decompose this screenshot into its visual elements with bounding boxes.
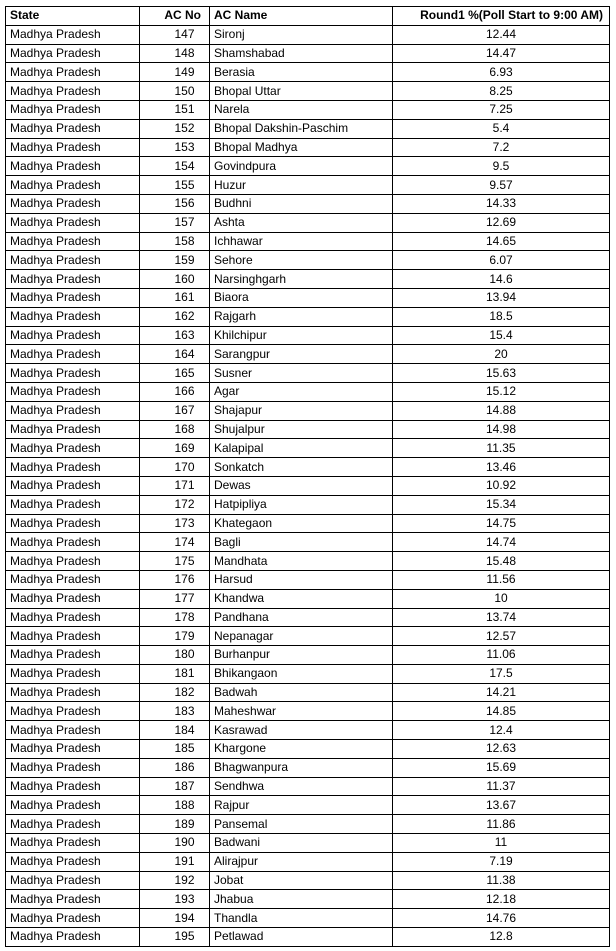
cell-ac-no: 147	[140, 25, 210, 44]
cell-state: Madhya Pradesh	[6, 683, 140, 702]
cell-ac-no: 162	[140, 307, 210, 326]
cell-state: Madhya Pradesh	[6, 401, 140, 420]
cell-ac-name: Ashta	[210, 213, 393, 232]
cell-ac-no: 187	[140, 777, 210, 796]
cell-state: Madhya Pradesh	[6, 664, 140, 683]
cell-ac-no: 168	[140, 420, 210, 439]
cell-ac-no: 150	[140, 82, 210, 101]
cell-ac-no: 184	[140, 721, 210, 740]
table-row	[6, 533, 610, 552]
cell-ac-no: 154	[140, 157, 210, 176]
cell-ac-name: Huzur	[210, 176, 393, 195]
cell-round1: 10	[393, 589, 610, 608]
cell-ac-no: 167	[140, 401, 210, 420]
cell-ac-name: Bhikangaon	[210, 664, 393, 683]
table-row	[6, 514, 610, 533]
cell-state: Madhya Pradesh	[6, 570, 140, 589]
table-row	[6, 326, 610, 345]
cell-state: Madhya Pradesh	[6, 25, 140, 44]
cell-ac-name: Bagli	[210, 533, 393, 552]
cell-state: Madhya Pradesh	[6, 44, 140, 63]
table-row	[6, 570, 610, 589]
table-row	[6, 702, 610, 721]
cell-ac-name: Khategaon	[210, 514, 393, 533]
polling-table	[5, 6, 610, 947]
cell-state: Madhya Pradesh	[6, 157, 140, 176]
table-row	[6, 232, 610, 251]
table-row	[6, 608, 610, 627]
cell-round1: 13.46	[393, 458, 610, 477]
table-row	[6, 307, 610, 326]
cell-ac-no: 172	[140, 495, 210, 514]
cell-state: Madhya Pradesh	[6, 364, 140, 383]
cell-state: Madhya Pradesh	[6, 909, 140, 928]
cell-ac-name: Burhanpur	[210, 646, 393, 665]
cell-ac-name: Jhabua	[210, 890, 393, 909]
cell-ac-name: Mandhata	[210, 552, 393, 571]
cell-state: Madhya Pradesh	[6, 288, 140, 307]
cell-state: Madhya Pradesh	[6, 82, 140, 101]
cell-round1: 18.5	[393, 307, 610, 326]
cell-state: Madhya Pradesh	[6, 740, 140, 759]
cell-ac-no: 189	[140, 815, 210, 834]
cell-ac-name: Pandhana	[210, 608, 393, 627]
cell-round1: 7.2	[393, 138, 610, 157]
cell-ac-no: 179	[140, 627, 210, 646]
table-row	[6, 364, 610, 383]
cell-round1: 14.33	[393, 194, 610, 213]
cell-ac-name: Ichhawar	[210, 232, 393, 251]
cell-round1: 11.37	[393, 777, 610, 796]
cell-round1: 14.65	[393, 232, 610, 251]
cell-round1: 15.4	[393, 326, 610, 345]
table-row	[6, 721, 610, 740]
table-row	[6, 758, 610, 777]
cell-round1: 14.76	[393, 909, 610, 928]
cell-ac-no: 152	[140, 119, 210, 138]
table-row	[6, 627, 610, 646]
cell-ac-name: Narela	[210, 100, 393, 119]
cell-ac-no: 185	[140, 740, 210, 759]
cell-state: Madhya Pradesh	[6, 382, 140, 401]
table-row	[6, 213, 610, 232]
table-row	[6, 871, 610, 890]
cell-ac-name: Shujalpur	[210, 420, 393, 439]
table-row	[6, 909, 610, 928]
table-row	[6, 82, 610, 101]
cell-state: Madhya Pradesh	[6, 928, 140, 947]
cell-round1: 14.47	[393, 44, 610, 63]
cell-round1: 12.44	[393, 25, 610, 44]
table-row	[6, 420, 610, 439]
cell-state: Madhya Pradesh	[6, 533, 140, 552]
cell-ac-no: 174	[140, 533, 210, 552]
cell-ac-no: 148	[140, 44, 210, 63]
cell-round1: 7.19	[393, 852, 610, 871]
cell-ac-name: Sarangpur	[210, 345, 393, 364]
cell-round1: 14.74	[393, 533, 610, 552]
cell-ac-name: Sehore	[210, 251, 393, 270]
table-row	[6, 194, 610, 213]
table-row	[6, 796, 610, 815]
table-row	[6, 683, 610, 702]
cell-ac-name: Nepanagar	[210, 627, 393, 646]
cell-round1: 15.69	[393, 758, 610, 777]
cell-ac-no: 149	[140, 63, 210, 82]
cell-ac-no: 164	[140, 345, 210, 364]
table-row	[6, 44, 610, 63]
cell-ac-no: 177	[140, 589, 210, 608]
cell-state: Madhya Pradesh	[6, 646, 140, 665]
cell-round1: 11.86	[393, 815, 610, 834]
cell-ac-no: 160	[140, 270, 210, 289]
table-row	[6, 176, 610, 195]
table-row	[6, 138, 610, 157]
table-row	[6, 890, 610, 909]
cell-round1: 12.8	[393, 928, 610, 947]
cell-state: Madhya Pradesh	[6, 194, 140, 213]
cell-ac-name: Dewas	[210, 476, 393, 495]
table-row	[6, 119, 610, 138]
cell-ac-no: 165	[140, 364, 210, 383]
cell-ac-no: 166	[140, 382, 210, 401]
cell-ac-no: 182	[140, 683, 210, 702]
table-body	[6, 25, 610, 946]
cell-ac-name: Alirajpur	[210, 852, 393, 871]
table-row	[6, 439, 610, 458]
header-ac-no: AC No	[140, 7, 210, 26]
cell-round1: 12.18	[393, 890, 610, 909]
cell-ac-no: 156	[140, 194, 210, 213]
cell-ac-name: Hatpipliya	[210, 495, 393, 514]
cell-ac-name: Bhopal Madhya	[210, 138, 393, 157]
cell-state: Madhya Pradesh	[6, 777, 140, 796]
table-row	[6, 552, 610, 571]
cell-ac-no: 158	[140, 232, 210, 251]
cell-ac-no: 173	[140, 514, 210, 533]
cell-round1: 14.6	[393, 270, 610, 289]
table-row	[6, 345, 610, 364]
cell-round1: 15.63	[393, 364, 610, 383]
cell-ac-no: 170	[140, 458, 210, 477]
cell-state: Madhya Pradesh	[6, 307, 140, 326]
cell-ac-name: Maheshwar	[210, 702, 393, 721]
cell-ac-no: 163	[140, 326, 210, 345]
cell-ac-name: Biaora	[210, 288, 393, 307]
cell-state: Madhya Pradesh	[6, 758, 140, 777]
cell-state: Madhya Pradesh	[6, 326, 140, 345]
table-row	[6, 288, 610, 307]
cell-ac-no: 155	[140, 176, 210, 195]
cell-round1: 9.57	[393, 176, 610, 195]
cell-state: Madhya Pradesh	[6, 270, 140, 289]
cell-state: Madhya Pradesh	[6, 63, 140, 82]
cell-ac-no: 186	[140, 758, 210, 777]
cell-state: Madhya Pradesh	[6, 495, 140, 514]
table-row	[6, 740, 610, 759]
cell-ac-name: Kasrawad	[210, 721, 393, 740]
cell-round1: 14.88	[393, 401, 610, 420]
header-ac-name: AC Name	[210, 7, 393, 26]
cell-ac-name: Harsud	[210, 570, 393, 589]
cell-round1: 12.69	[393, 213, 610, 232]
table-row	[6, 25, 610, 44]
cell-state: Madhya Pradesh	[6, 232, 140, 251]
table-row	[6, 646, 610, 665]
cell-ac-name: Susner	[210, 364, 393, 383]
table-row	[6, 458, 610, 477]
cell-round1: 15.34	[393, 495, 610, 514]
cell-ac-no: 161	[140, 288, 210, 307]
cell-ac-name: Kalapipal	[210, 439, 393, 458]
cell-round1: 11.35	[393, 439, 610, 458]
cell-round1: 14.75	[393, 514, 610, 533]
table-row	[6, 664, 610, 683]
cell-state: Madhya Pradesh	[6, 119, 140, 138]
cell-round1: 9.5	[393, 157, 610, 176]
cell-ac-no: 176	[140, 570, 210, 589]
cell-state: Madhya Pradesh	[6, 514, 140, 533]
cell-ac-no: 193	[140, 890, 210, 909]
cell-ac-name: Budhni	[210, 194, 393, 213]
cell-ac-no: 171	[140, 476, 210, 495]
table-row	[6, 251, 610, 270]
table-row	[6, 815, 610, 834]
cell-state: Madhya Pradesh	[6, 852, 140, 871]
table-row	[6, 476, 610, 495]
cell-ac-no: 157	[140, 213, 210, 232]
table-row	[6, 63, 610, 82]
cell-state: Madhya Pradesh	[6, 552, 140, 571]
cell-round1: 13.74	[393, 608, 610, 627]
cell-ac-name: Khandwa	[210, 589, 393, 608]
cell-state: Madhya Pradesh	[6, 796, 140, 815]
cell-ac-name: Govindpura	[210, 157, 393, 176]
cell-state: Madhya Pradesh	[6, 251, 140, 270]
cell-ac-no: 190	[140, 834, 210, 853]
table-row	[6, 157, 610, 176]
cell-ac-name: Pansemal	[210, 815, 393, 834]
cell-ac-name: Shamshabad	[210, 44, 393, 63]
cell-ac-name: Bhopal Dakshin-Paschim	[210, 119, 393, 138]
cell-ac-name: Petlawad	[210, 928, 393, 947]
cell-state: Madhya Pradesh	[6, 213, 140, 232]
table-row	[6, 928, 610, 947]
cell-state: Madhya Pradesh	[6, 458, 140, 477]
cell-ac-no: 191	[140, 852, 210, 871]
cell-ac-no: 188	[140, 796, 210, 815]
cell-ac-name: Badwani	[210, 834, 393, 853]
cell-ac-name: Jobat	[210, 871, 393, 890]
cell-ac-name: Bhopal Uttar	[210, 82, 393, 101]
cell-round1: 13.94	[393, 288, 610, 307]
cell-state: Madhya Pradesh	[6, 721, 140, 740]
cell-state: Madhya Pradesh	[6, 589, 140, 608]
cell-round1: 6.93	[393, 63, 610, 82]
cell-ac-name: Rajgarh	[210, 307, 393, 326]
cell-ac-no: 180	[140, 646, 210, 665]
cell-ac-name: Khilchipur	[210, 326, 393, 345]
cell-ac-no: 181	[140, 664, 210, 683]
table-row	[6, 834, 610, 853]
cell-round1: 10.92	[393, 476, 610, 495]
header-round1: Round1 %(Poll Start to 9:00 AM)	[393, 7, 610, 26]
cell-state: Madhya Pradesh	[6, 176, 140, 195]
cell-ac-name: Rajpur	[210, 796, 393, 815]
cell-state: Madhya Pradesh	[6, 608, 140, 627]
cell-state: Madhya Pradesh	[6, 815, 140, 834]
cell-ac-no: 159	[140, 251, 210, 270]
cell-ac-no: 169	[140, 439, 210, 458]
cell-state: Madhya Pradesh	[6, 345, 140, 364]
cell-round1: 14.21	[393, 683, 610, 702]
cell-round1: 12.57	[393, 627, 610, 646]
cell-state: Madhya Pradesh	[6, 890, 140, 909]
cell-ac-no: 194	[140, 909, 210, 928]
cell-ac-no: 183	[140, 702, 210, 721]
table-row	[6, 777, 610, 796]
cell-round1: 5.4	[393, 119, 610, 138]
cell-ac-name: Berasia	[210, 63, 393, 82]
cell-round1: 11	[393, 834, 610, 853]
cell-ac-name: Sironj	[210, 25, 393, 44]
cell-ac-name: Shajapur	[210, 401, 393, 420]
cell-state: Madhya Pradesh	[6, 100, 140, 119]
table-row	[6, 382, 610, 401]
cell-ac-no: 175	[140, 552, 210, 571]
cell-round1: 20	[393, 345, 610, 364]
cell-round1: 15.12	[393, 382, 610, 401]
cell-ac-name: Khargone	[210, 740, 393, 759]
cell-round1: 12.4	[393, 721, 610, 740]
table-row	[6, 401, 610, 420]
cell-state: Madhya Pradesh	[6, 476, 140, 495]
cell-round1: 11.38	[393, 871, 610, 890]
cell-state: Madhya Pradesh	[6, 702, 140, 721]
cell-round1: 11.06	[393, 646, 610, 665]
cell-state: Madhya Pradesh	[6, 420, 140, 439]
cell-round1: 15.48	[393, 552, 610, 571]
table-row	[6, 589, 610, 608]
header-row	[6, 7, 610, 26]
cell-round1: 8.25	[393, 82, 610, 101]
cell-state: Madhya Pradesh	[6, 138, 140, 157]
cell-ac-name: Sonkatch	[210, 458, 393, 477]
cell-state: Madhya Pradesh	[6, 871, 140, 890]
cell-round1: 11.56	[393, 570, 610, 589]
cell-ac-name: Bhagwanpura	[210, 758, 393, 777]
cell-ac-name: Badwah	[210, 683, 393, 702]
header-state: State	[6, 7, 140, 26]
table-row	[6, 100, 610, 119]
cell-ac-name: Sendhwa	[210, 777, 393, 796]
cell-round1: 6.07	[393, 251, 610, 270]
table-header	[6, 7, 610, 26]
cell-round1: 12.63	[393, 740, 610, 759]
cell-ac-no: 178	[140, 608, 210, 627]
cell-round1: 14.98	[393, 420, 610, 439]
cell-round1: 7.25	[393, 100, 610, 119]
cell-ac-name: Narsinghgarh	[210, 270, 393, 289]
cell-round1: 17.5	[393, 664, 610, 683]
cell-state: Madhya Pradesh	[6, 439, 140, 458]
cell-ac-no: 195	[140, 928, 210, 947]
cell-ac-no: 151	[140, 100, 210, 119]
cell-round1: 13.67	[393, 796, 610, 815]
cell-ac-no: 153	[140, 138, 210, 157]
table-row	[6, 270, 610, 289]
cell-ac-no: 192	[140, 871, 210, 890]
cell-ac-name: Agar	[210, 382, 393, 401]
cell-ac-name: Thandla	[210, 909, 393, 928]
cell-state: Madhya Pradesh	[6, 627, 140, 646]
cell-state: Madhya Pradesh	[6, 834, 140, 853]
table-row	[6, 852, 610, 871]
table-row	[6, 495, 610, 514]
cell-round1: 14.85	[393, 702, 610, 721]
